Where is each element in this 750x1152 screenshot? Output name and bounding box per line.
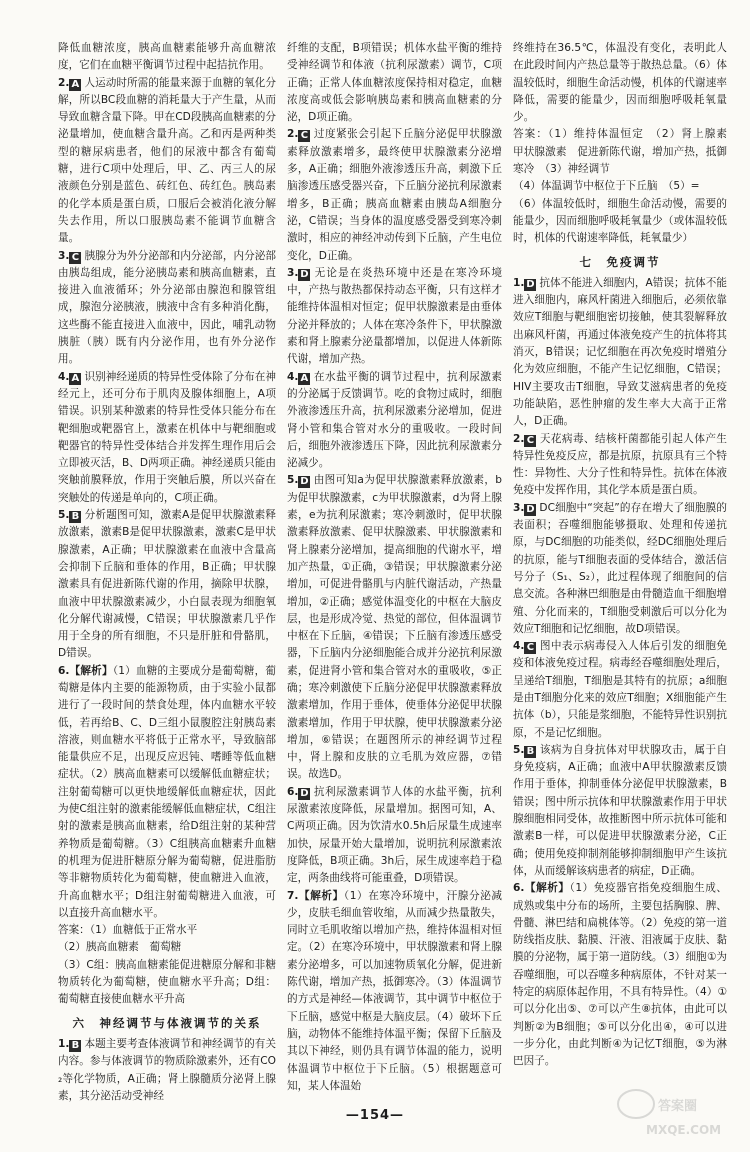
question-number: 6. [513, 882, 525, 895]
question-explanation [58, 507, 276, 663]
explanation-text: 分析题图可知，激素A是促甲状腺激素释放激素，激素B是促甲状腺激素，激素C是甲状腺激素，A正确；甲状腺激素在血液中含量高会抑制下丘脑和垂体的作用，B正确；甲状腺激素具有促进新陈代谢的作用，摘除甲状腺，血液中甲状腺激素减少，小白鼠表现为细胞氧化分解代谢减慢，C错误；甲状腺激素几乎作用于全身的所有细胞，不只是肝脏和骨骼肌，D错误。 [58, 509, 276, 660]
answer-choice-badge: D [300, 476, 309, 488]
question-number: 6. [287, 785, 299, 798]
page-number: —154— [345, 1108, 405, 1123]
question-number: 2. [287, 128, 299, 141]
explanation-text: 无论是在炎热环境中还是在寒冷环境中，产热与散热都保持动态平衡，只有这样才能维持体温相对恒定；促甲状腺激素是由垂体分泌并释放的；人体在寒冷条件下，甲状腺激素和肾上腺素分泌量都增加，以促进人体新陈代谢，增加产热。 [287, 266, 502, 366]
column-left [58, 40, 276, 1120]
answer-text [58, 957, 276, 1009]
explanation-text: 在水盐平衡的调节过程中，抗利尿激素的分泌属于反馈调节。吃的食物过咸时，细胞外液渗透压升高，抗利尿激素分泌增加，促进肾小管和集合管对水分的重吸收。一段时间后，细胞外液渗透压下降，因此抗利尿激素分泌减少。 [287, 370, 502, 470]
question-explanation [287, 784, 502, 888]
answer-choice-badge: A [298, 373, 310, 385]
answer-choice-badge: D [300, 787, 309, 799]
explanation-text: 人运动时所需的能量来源于血糖的氧化分解，所以BC段血糖的消耗量大于产生量，从而导致血糖含量下降。甲在CD段胰高血糖素的分泌量增加，使血糖含量升高。乙和丙是两种类型的糖尿病患者，他们的尿液中都含有葡萄糖，进行C项中处理后，甲、乙、丙三人的尿液颜色分别是蓝色、砖红色、砖红色。胰岛素的化学本质是蛋白质，口服后会被消化液分解失去作用，所以口服胰岛素不能调节血糖含量。 [58, 76, 276, 245]
answer-text [513, 40, 727, 126]
explanation-text: 胰腺分为外分泌部和内分泌部，内分泌部由胰岛组成，能分泌胰岛素和胰高血糖素，直接进入血液循环；外分泌部由腺泡和腺管组成，腺泡分泌胰液，胰液中含有多种消化酶，这些酶不能直接进入血液中，因此，哺乳动物胰脏（胰）既有内分泌作用，也有外分泌作用。 [58, 249, 276, 366]
question-number: 5. [58, 509, 70, 522]
question-explanation [58, 663, 276, 922]
explanation-text: 由图可知a为促甲状腺激素释放激素，b为促甲状腺激素，c为甲状腺激素，d为肾上腺素，e为抗利尿激素；寒冷刺激时，促甲状腺激素释放激素、促甲状腺激素、甲状腺激素和肾上腺素分泌增加，提高细胞的代谢水平，增加产热量，①正确，③错误；甲状腺激素分泌增加，可促进骨骼肌与内脏代谢活动，产热量增加，②正确；感觉体温变化的中枢在大脑皮层，也是形成冷觉、热觉的部位，但体温调节中枢在下丘脑，④错误；下丘脑有渗透压感受器，下丘脑内分泌细胞能合成并分泌抗利尿激素，促进肾小管和集合管对水的重吸收，⑤正确；寒冷刺激使下丘脑分泌促甲状腺激素释放激素增加，作用于垂体，使垂体分泌促甲状腺激素增加，作用于甲状腺，使甲状腺激素分泌增加，⑥错误；在题图所示的神经调节过程中，肾上腺和皮肤的立毛肌为效应器，⑦错误。故选D。 [287, 474, 502, 781]
answer-choice-badge: D [526, 278, 535, 290]
analysis-label: 【解析】 [524, 882, 570, 895]
question-number: 3. [287, 266, 299, 279]
explanation-text: （4）体温调节中枢位于下丘脑 （5）= [513, 180, 700, 193]
explanation-text: DC细胞中“突起”的存在增大了细胞膜的表面积；吞噬细胞能够摄取、处理和传递抗原，与DC细胞的功能类似，经DC细胞处理后的抗原，能与T细胞表面的受体结合，激活信号分子（S₁、S₂），此过程体现了细胞间的信息交流。各种淋巴细胞是由骨髓造血干细胞增殖、分化而来的，T细胞受刺激后可以分化为效应T细胞和记忆细胞，故D项错误。 [513, 501, 727, 635]
explanation-text: 纤维的支配，B项错误；机体水盐平衡的维持受神经调节和体液（抗利尿激素）调节，C项正确；正常人体血糖浓度保持相对稳定，血糖浓度高或低会影响胰岛素和胰高血糖素的分泌，D项正确。 [287, 42, 502, 124]
watermark-logo [606, 1082, 736, 1142]
answer-text [58, 40, 276, 75]
explanation-text: （6）体温较低时，细胞生命活动慢，需要的能量少，因而细胞呼吸耗氧量少（或体温较低时，机体的代谢速率降低，耗氧量少） [513, 197, 727, 245]
explanation-text: 抗体不能进入细胞内，A错误；抗体不能进入细胞内，麻风杆菌进入细胞后，必须依靠效应T细胞与靶细胞密切接触，使其裂解释放出麻风杆菌，再通过体液免疫产生的抗体将其消灭，B错误；记忆细胞在再次免疫时增殖分化为效应细胞，不能产生记忆细胞，C错误；HIV主要攻击T细胞，导致艾滋病患者的免疫功能缺陷，恶性肿瘤的发生率大大高于正常人，D正确。 [513, 276, 727, 428]
answer-choice-badge: D [526, 503, 535, 515]
section-heading: 七 免疫调节 [579, 254, 661, 269]
question-explanation [287, 472, 502, 783]
explanation-text: 降低血糖浓度，胰高血糖素能够升高血糖浓度，它们在血糖平衡调节过程中起拮抗作用。 [58, 42, 276, 72]
answer-choice-badge: D [300, 268, 309, 280]
question-explanation [287, 369, 502, 473]
column-right [513, 40, 738, 1120]
question-explanation [58, 248, 276, 369]
explanation-text: （3）C组：胰高血糖素能促进糖原分解和非糖物质转化为葡萄糖，使血糖水平升高；D组：葡萄糖直接使血糖水平升高 [58, 958, 276, 1006]
question-number: 2. [513, 432, 525, 445]
explanation-text: 终维持在36.5℃，体温没有变化，表明此人在此段时间内产热总量等于散热总量。（6）体温较低时，细胞生命活动慢，机体的代谢速率降低，需要的能量少，因而细胞呼吸耗氧量少。 [513, 42, 727, 124]
question-explanation [287, 888, 502, 1096]
question-explanation [513, 638, 727, 742]
answer-text [513, 126, 738, 178]
explanation-text: 答案：（1）血糖低于正常水平 [58, 924, 198, 937]
answer-text [513, 178, 727, 195]
question-number: 4. [287, 370, 299, 383]
question-number: 3. [58, 249, 70, 262]
section-heading: 六 神经调节与体液调节的关系 [72, 1015, 262, 1030]
explanation-text: 答案：（1）维持体温恒定 （2）肾上腺素 甲状腺激素 促进新陈代谢，增加产热，抵御寒冷 （3）神经调节 [513, 128, 738, 176]
answer-text [513, 196, 727, 248]
question-number: 3. [513, 501, 525, 514]
explanation-text: 该病为自身抗体对甲状腺攻击，属于自身免疫病，A正确；血液中A甲状腺激素反馈作用于垂体，抑制垂体分泌促甲状腺激素，B错误；图中所示抗体和甲状腺激素作用于甲状腺细胞相同受体，故推断图中所示抗体可能和激素B一样，可以促进甲状腺激素分泌，C正确；使用免疫抑制剂能够抑制细胞甲产生该抗体，从而缓解该病患者的病症，D正确。 [513, 743, 727, 877]
answer-choice-badge: C [524, 642, 536, 654]
answer-choice-badge: C [69, 252, 81, 264]
answer-choice-badge: B [524, 746, 536, 758]
explanation-text: 图中表示病毒侵入人体后引发的细胞免疫和体液免疫过程。病毒经吞噬细胞处理后，呈递给T细胞，T细胞是其特有的抗原；a细胞是由T细胞分化来的效应T细胞；X细胞能产生抗体（b），只能是浆细胞，不能特异性识别抗原，不是记忆细胞。 [513, 640, 727, 739]
question-explanation [287, 265, 502, 369]
question-explanation [58, 1036, 276, 1105]
answer-choice-badge: B [69, 511, 81, 523]
question-number: 4. [513, 640, 525, 653]
question-number: 7. [287, 889, 299, 902]
explanation-text: 本题主要考查体液调节和神经调节的有关内容。参与体液调节的物质除激素外，还有CO₂等化学物质，A正确；肾上腺髓质分泌肾上腺素，其分泌活动受神经 [58, 1037, 276, 1102]
question-explanation [287, 126, 502, 264]
question-number: 4. [58, 370, 70, 383]
watermark-url: MXQE.COM [646, 1123, 722, 1137]
question-explanation [58, 369, 276, 507]
question-explanation [58, 75, 276, 248]
answer-choice-badge: C [298, 130, 310, 142]
question-number: 1. [513, 276, 525, 289]
question-explanation [513, 742, 727, 880]
answer-text [58, 939, 276, 956]
question-number: 2. [58, 76, 70, 89]
question-number: 5. [287, 474, 299, 487]
answer-choice-badge: A [69, 373, 81, 385]
explanation-text: （1）在寒冷环境中，汗腺分泌减少，皮肤毛细血管收缩，从而减少热量散失，同时立毛肌收缩以增加产热，维持体温相对恒定。（2）在寒冷环境中，甲状腺激素和肾上腺素分泌增多，可以加速物质氧化分解，促进新陈代谢，增加产热，抵御寒冷。（3）体温调节的方式是神经—体液调节，其中调节中枢位于下丘脑，感觉中枢是大脑皮层。（4）破坏下丘脑，动物体不能维持体温平衡；保留下丘脑及其以下神经，则仍具有调节体温的能力，说明体温调节中枢位于下丘脑。（5）根据题意可知，某人体温始 [287, 889, 502, 1092]
explanation-text: 识别神经递质的特异性受体除了分布在神经元上，还可分布于肌肉及腺体细胞上，A项错误。识别某种激素的特异性受体只能分布在靶细胞或靶器官上，激素在机体中与靶细胞或靶器官的特异性受体结合并发挥生理作用后会立即被灭活，B、D两项正确。神经递质只能由突触前膜释放，作用于突触后膜，所以兴奋在突触处的传递是单向的，C项正确。 [58, 370, 276, 504]
explanation-text: （1）免疫器官指免疫细胞生成、成熟或集中分布的场所，主要包括胸腺、脾、骨髓、淋巴结和扁桃体等。（2）免疫的第一道防线指皮肤、黏膜、汗液、泪液属于皮肤、黏膜的分泌物，属于第一道防线。（3）细胞①为吞噬细胞，可以吞噬多种病原体，不针对某一特定的病原体起作用，不具有特异性。（4）①可以分化出⑤、⑦可以产生⑧抗体，由此可以判断②为B细胞；⑤可以分化出④，④可以进一步分化，由此判断④为记忆T细胞，⑤为淋巴因子。 [513, 882, 728, 1068]
explanation-text: 过度紧张会引起下丘脑分泌促甲状腺激素释放激素增多，最终使甲状腺激素分泌增多，A正确；细胞外液渗透压升高，刺激下丘脑渗透压感受器兴奋，下丘脑分泌抗利尿激素增多，B正确；胰高血糖素由胰岛A细胞分泌，C错误；当身体的温度感受器受到寒冷刺激时，相应的神经冲动传到下丘脑，产生电位变化，D正确。 [287, 128, 502, 262]
column-middle [287, 40, 502, 1120]
watermark-title: 答案圈 [658, 1099, 698, 1114]
question-explanation [513, 275, 727, 431]
answer-text [287, 40, 502, 126]
explanation-text: 抗利尿激素调节人体的水盐平衡，抗利尿激素浓度降低，尿量增加。据图可知，A、C两项正确。因为饮清水0.5h后尿量生成速率加快，尿量开始大量增加，说明抗利尿激素浓度降低，B项正确。3h后，尿生成速率趋于稳定，两条曲线将可能重叠，D项错误。 [287, 785, 502, 885]
answer-choice-badge: B [69, 1040, 81, 1052]
question-explanation [513, 880, 727, 1070]
answer-choice-badge: C [524, 435, 536, 447]
question-explanation [513, 500, 727, 638]
answer-text [58, 922, 276, 939]
explanation-text: （2）胰高血糖素 葡萄糖 [58, 941, 182, 954]
answer-choice-badge: A [69, 79, 81, 91]
explanation-text: 天花病毒、结核杆菌都能引起人体产生特异性免疫反应，都是抗原，抗原具有三个特性：异物性、大分子性和特异性。抗体在体液免疫中发挥作用，其化学本质是蛋白质。 [513, 432, 727, 497]
question-number: 1. [58, 1037, 70, 1050]
question-number: 6. [58, 664, 70, 677]
question-number: 5. [513, 743, 525, 756]
explanation-text: （1）血糖的主要成分是葡萄糖，葡萄糖是体内主要的能源物质，由于实验小鼠都进行了一段时间的禁食处理，体内血糖水平较低，若再给B、C、D三组小鼠腹腔注射胰岛素溶液，则血糖水平将低于正常水平，导致脑部能量供应不足，出现反应迟钝、嗜睡等低血糖症状。（2）胰高血糖素可以缓解低血糖症状；注射葡萄糖可以更快地缓解低血糖症状，因此为使C组注射的激素能缓解低血糖症状，C组注射的激素是胰高血糖素，给D组注射的某种营养物质是葡萄糖。（3）C组胰高血糖素升血糖的机理为促进肝糖原分解为葡萄糖，促进脂肪等非糖物质转化为葡萄糖，使血糖进入血液，升高血糖水平；D组注射葡萄糖进入血液，可以直接升高血糖水平。 [58, 664, 276, 919]
analysis-label: 【解析】 [298, 889, 344, 902]
analysis-label: 【解析】 [69, 664, 113, 677]
question-explanation [513, 431, 727, 500]
